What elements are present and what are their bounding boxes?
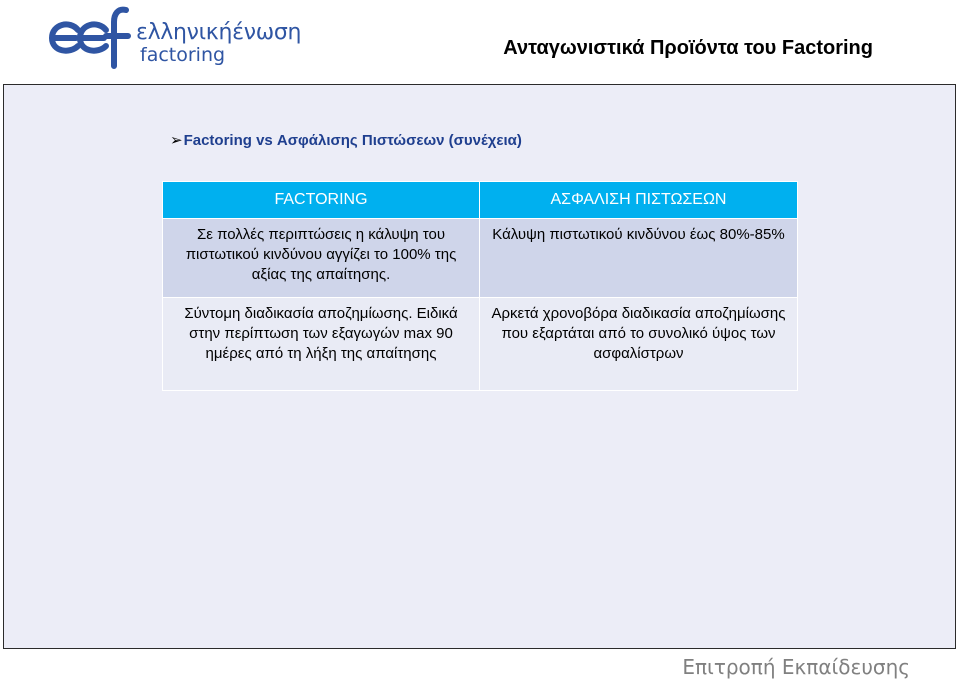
table-header-row (163, 182, 798, 219)
company-logo (48, 6, 302, 70)
table-cell: Σύντομη διαδικασία αποζημίωσης. Ειδικά στην περίπτωση των εξαγωγών max 90 ημέρες από τη λήξη της απαίτησης (163, 298, 480, 391)
page-title: Ανταγωνιστικά Προϊόντα του Factoring (503, 37, 873, 59)
table-cell: Σε πολλές περιπτώσεις η κάλυψη του πιστωτικού κινδύνου αγγίζει το 100% της αξίας της απαίτησης. (163, 219, 480, 298)
section-bullet (170, 131, 522, 149)
table-header-factoring: FACTORING (163, 182, 480, 219)
table-row (163, 298, 798, 391)
logo-brand-bottom: factoring (140, 44, 226, 66)
table-header-credit-insurance: ΑΣΦΑΛΙΣΗ ΠΙΣΤΩΣΕΩΝ (480, 182, 798, 219)
table-row (163, 219, 798, 298)
footer-committee: Επιτροπή Εκπαίδευσης (682, 655, 910, 679)
comparison-table (162, 181, 798, 391)
table-cell: Αρκετά χρονοβόρα διαδικασία αποζημίωσης που εξαρτάται από το συνολικό ύψος των ασφαλίστρων (480, 298, 798, 391)
table-cell: Κάλυψη πιστωτικού κινδύνου έως 80%-85% (480, 219, 798, 298)
logo-brand-top: ελληνικήένωση (136, 20, 302, 45)
arrow-bullet-icon: ➢ (170, 132, 183, 149)
factoring-logo-mark-icon (48, 6, 138, 70)
bullet-text: Factoring vs Ασφάλισης Πιστώσεων (συνέχεια) (183, 132, 522, 149)
